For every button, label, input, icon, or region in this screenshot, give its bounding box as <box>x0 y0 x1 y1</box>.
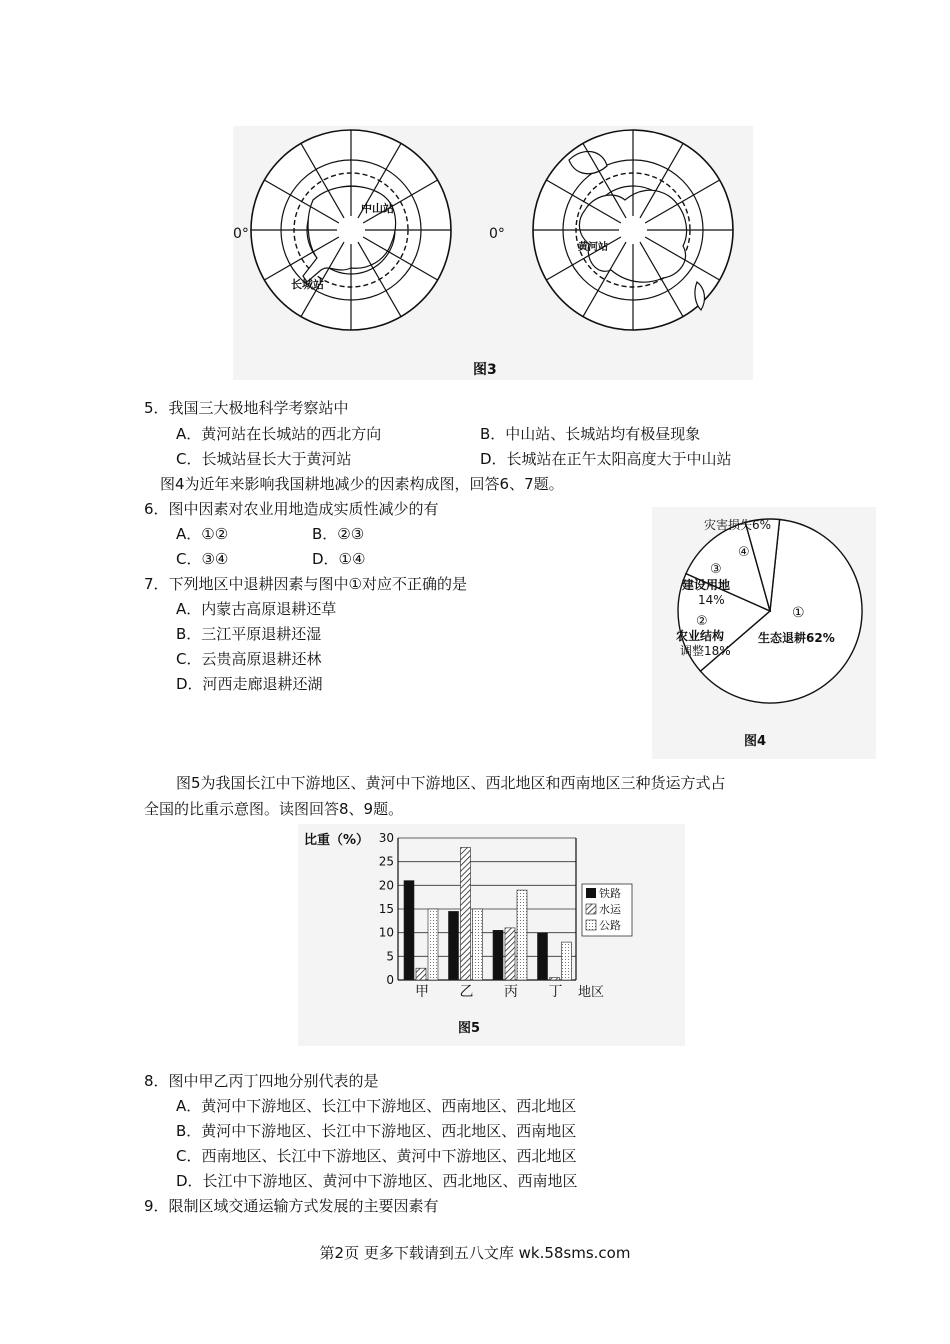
q8-stem: 8．图中甲乙丙丁四地分别代表的是 <box>144 1072 379 1090</box>
chart-legend <box>582 884 632 936</box>
legend-swatch-rail <box>586 888 596 898</box>
bar-水运-甲 <box>416 968 426 980</box>
q7-option-a: A．内蒙古高原退耕还草 <box>176 600 337 618</box>
figure-4 <box>652 507 876 759</box>
q6-option-c: C．③④ <box>176 550 229 568</box>
q9-stem: 9．限制区域交通运输方式发展的主要因素有 <box>144 1197 439 1215</box>
legend-road: 公路 <box>599 919 621 932</box>
left-zero-label: 0° <box>233 226 249 242</box>
slice-1-label: 生态退耕62% <box>758 631 835 645</box>
figure-5-chart <box>298 824 685 1046</box>
south-pole-map <box>251 130 451 330</box>
legend-swatch-water <box>586 904 596 914</box>
bar-铁路-丁 <box>538 933 548 980</box>
bar-水运-丁 <box>550 978 560 980</box>
y-axis-label: 比重（%） <box>304 833 370 848</box>
q6-option-a: A．①② <box>176 525 229 543</box>
figure-3-label: 图3 <box>473 362 497 378</box>
slice-4-num: ④ <box>738 545 750 560</box>
y-tick-label: 0 <box>386 973 394 987</box>
bar-水运-丙 <box>505 928 515 980</box>
slice-2-label-line2: 调整18% <box>680 644 731 658</box>
q8-option-d: D．长江中下游地区、黄河中下游地区、西北地区、西南地区 <box>176 1172 578 1190</box>
bar-公路-丙 <box>517 890 527 980</box>
page-footer: 第2页 更多下载请到五八文库 wk.58sms.com <box>319 1244 631 1262</box>
figure-5-intro-line2: 全国的比重示意图。读图回答8、9题。 <box>144 800 404 818</box>
slice-3-label-line2: 14% <box>698 593 725 607</box>
y-tick-label: 25 <box>378 854 394 869</box>
q7-option-c: C．云贵高原退耕还林 <box>176 650 322 668</box>
x-tick-label: 丁 <box>548 984 563 1000</box>
figure-5-label: 图5 <box>458 1021 481 1036</box>
q7-stem: 7．下列地区中退耕因素与图中①对应不正确的是 <box>144 575 467 593</box>
y-tick-label: 30 <box>378 831 394 845</box>
q8-option-b: B．黄河中下游地区、长江中下游地区、西北地区、西南地区 <box>176 1122 577 1140</box>
y-tick-label: 10 <box>378 925 394 940</box>
q8-option-c: C．西南地区、长江中下游地区、黄河中下游地区、西北地区 <box>176 1147 577 1165</box>
slice-3-label-line1: 建设用地 <box>682 578 731 592</box>
q6-option-b: B．②③ <box>312 525 365 543</box>
y-tick-label: 15 <box>378 902 394 916</box>
figure-5-intro-line1: 图5为我国长江中下游地区、黄河中下游地区、西北地区和西南地区三种货运方式占 <box>176 774 726 792</box>
q5-option-d: D．长城站在正午太阳高度大于中山站 <box>480 450 732 468</box>
figure-4-pie <box>652 507 876 759</box>
bar-铁路-乙 <box>449 911 459 980</box>
figure-5 <box>298 824 685 1046</box>
q7-option-d: D．河西走廊退耕还湖 <box>176 675 323 693</box>
legend-swatch-road <box>586 920 596 930</box>
q6-stem: 6．图中因素对农业用地造成实质性减少的有 <box>144 500 439 518</box>
slice-2-label-line1: 农业结构 <box>676 629 725 643</box>
right-zero-label: 0° <box>489 226 505 242</box>
north-pole-map <box>533 130 733 330</box>
slice-2-num: ② <box>696 614 708 629</box>
figure-4-label: 图4 <box>744 734 767 749</box>
bar-铁路-甲 <box>404 881 414 980</box>
figure-3-maps <box>233 126 753 380</box>
q5-option-c: C．长城站昼长大于黄河站 <box>176 450 352 468</box>
bar-水运-乙 <box>461 848 471 981</box>
bar-公路-丁 <box>562 942 572 980</box>
q5-option-a: A．黄河站在长城站的西北方向 <box>176 425 382 443</box>
figure-4-intro: 图4为近年来影响我国耕地减少的因素构成图，回答6、7题。 <box>160 475 564 493</box>
x-tick-label: 甲 <box>415 984 429 1000</box>
changcheng-station-label: 长城站 <box>291 278 324 291</box>
q5-option-b: B．中山站、长城站均有极昼现象 <box>480 425 701 443</box>
legend-rail: 铁路 <box>599 887 621 900</box>
zhongshan-station-label: 中山站 <box>361 202 394 215</box>
bar-公路-甲 <box>428 909 438 980</box>
y-tick-label: 5 <box>386 949 394 964</box>
slice-1-num: ① <box>792 605 805 621</box>
slice-4-label: 灾害损失6% <box>704 518 772 532</box>
q6-option-d: D．①④ <box>312 550 366 568</box>
slice-3-num: ③ <box>710 562 722 577</box>
legend-water: 水运 <box>599 903 621 916</box>
bar-公路-乙 <box>473 909 483 980</box>
q7-option-b: B．三江平原退耕还湿 <box>176 625 322 643</box>
q8-option-a: A．黄河中下游地区、长江中下游地区、西南地区、西北地区 <box>176 1097 577 1115</box>
x-axis-label: 地区 <box>578 985 605 1000</box>
x-tick-label: 丙 <box>504 984 518 1000</box>
q5-stem: 5．我国三大极地科学考察站中 <box>144 399 349 417</box>
figure-3 <box>233 126 753 380</box>
huanghe-station-label: 黄河站 <box>578 242 608 253</box>
y-tick-label: 20 <box>378 878 394 893</box>
bar-铁路-丙 <box>493 930 503 980</box>
x-tick-label: 乙 <box>459 984 474 1000</box>
